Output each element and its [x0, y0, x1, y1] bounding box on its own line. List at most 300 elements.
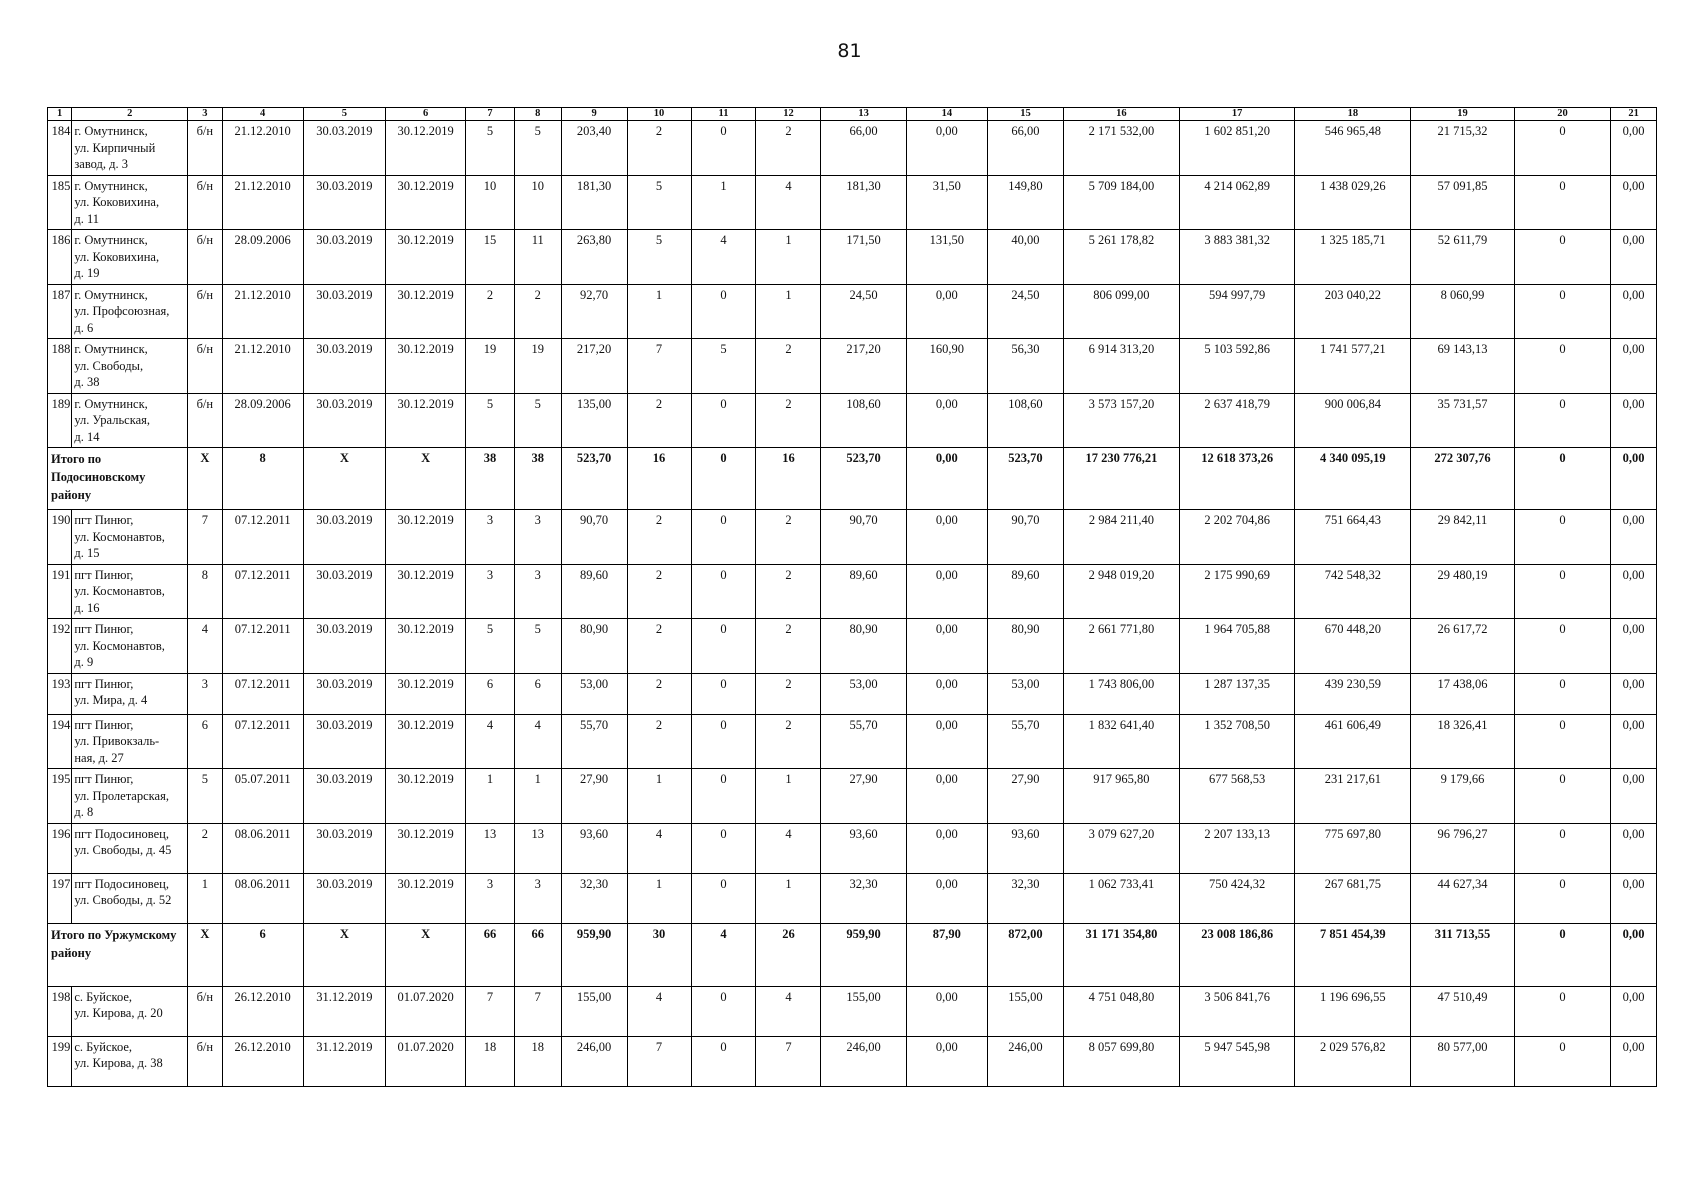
cell-c18: 1 196 696,55: [1295, 986, 1411, 1036]
cell-c10: 7: [627, 339, 691, 394]
column-number: 2: [72, 108, 188, 121]
address-line: пгт Подосиновец,: [74, 826, 169, 841]
total-c15: 872,00: [987, 923, 1063, 986]
cell-c9: 203,40: [561, 121, 627, 176]
cell-c3: 5: [188, 769, 223, 824]
column-number: 9: [561, 108, 627, 121]
cell-c14: 0,00: [906, 714, 987, 769]
cell-c12: 1: [756, 230, 821, 285]
cell-c9: 135,00: [561, 393, 627, 448]
cell-c6: 30.12.2019: [386, 230, 466, 285]
cell-c4: 05.07.2011: [222, 769, 303, 824]
table-row: [48, 873, 1657, 923]
cell-c6: 30.12.2019: [386, 619, 466, 674]
cell-c19: 29 480,19: [1411, 564, 1515, 619]
cell-c4: 07.12.2011: [222, 564, 303, 619]
cell-c11: 0: [691, 986, 756, 1036]
cell-c20: 0: [1514, 823, 1610, 873]
cell-c4: 21.12.2010: [222, 121, 303, 176]
cell-c11: 1: [691, 175, 756, 230]
cell-c4: 21.12.2010: [222, 339, 303, 394]
cell-c12: 2: [756, 673, 821, 714]
total-c8: 66: [514, 923, 561, 986]
cell-c7: 7: [466, 986, 515, 1036]
address-cell: [72, 1036, 188, 1086]
cell-c14: 0,00: [906, 393, 987, 448]
row-number: 197: [48, 873, 72, 923]
cell-c10: 4: [627, 823, 691, 873]
row-number: 189: [48, 393, 72, 448]
address-line: г. Омутнинск,: [74, 342, 148, 356]
cell-c16: 1 832 641,40: [1064, 714, 1180, 769]
cell-c10: 4: [627, 986, 691, 1036]
total-label-line: Итого по Уржумскому: [51, 927, 177, 942]
address-line: д. 11: [74, 211, 100, 226]
cell-c8: 7: [514, 986, 561, 1036]
column-number: 7: [466, 108, 515, 121]
cell-c7: 6: [466, 673, 515, 714]
district-total-row: [48, 448, 1657, 510]
cell-c4: 28.09.2006: [222, 393, 303, 448]
address-cell: [72, 714, 188, 769]
cell-c18: 742 548,32: [1295, 564, 1411, 619]
cell-c6: 01.07.2020: [386, 1036, 466, 1086]
total-c3: X: [188, 448, 223, 510]
cell-c21: 0,00: [1611, 284, 1657, 339]
total-label: [48, 923, 188, 986]
cell-c3: б/н: [188, 121, 223, 176]
total-label-line: Подосиновскому: [51, 470, 146, 484]
cell-c19: 35 731,57: [1411, 393, 1515, 448]
cell-c18: 461 606,49: [1295, 714, 1411, 769]
cell-c20: 0: [1514, 339, 1610, 394]
table-row: [48, 769, 1657, 824]
cell-c4: 21.12.2010: [222, 284, 303, 339]
cell-c13: 55,70: [821, 714, 906, 769]
cell-c19: 9 179,66: [1411, 769, 1515, 824]
row-number: 185: [48, 175, 72, 230]
address-line: д. 38: [74, 375, 100, 389]
address-line: д. 16: [74, 600, 100, 615]
cell-c14: 0,00: [906, 1036, 987, 1086]
table-row: [48, 619, 1657, 674]
cell-c21: 0,00: [1611, 510, 1657, 565]
cell-c14: 0,00: [906, 510, 987, 565]
address-line: ул. Привокзаль-: [74, 734, 160, 748]
cell-c11: 0: [691, 823, 756, 873]
total-c19: 311 713,55: [1411, 923, 1515, 986]
cell-c11: 0: [691, 714, 756, 769]
cell-c12: 2: [756, 714, 821, 769]
address-line: пгт Пинюг,: [74, 513, 134, 527]
address-cell: [72, 175, 188, 230]
address-cell: [72, 673, 188, 714]
address-cell: [72, 121, 188, 176]
cell-c17: 2 175 990,69: [1179, 564, 1295, 619]
cell-c10: 2: [627, 673, 691, 714]
address-line: ул. Космонавтов,: [74, 529, 165, 544]
cell-c5: 30.03.2019: [303, 284, 385, 339]
total-label: [48, 448, 188, 510]
cell-c8: 18: [514, 1036, 561, 1086]
row-number: 198: [48, 986, 72, 1036]
cell-c17: 2 202 704,86: [1179, 510, 1295, 565]
address-line: пгт Пинюг,: [74, 622, 134, 636]
cell-c5: 30.03.2019: [303, 339, 385, 394]
cell-c16: 6 914 313,20: [1064, 339, 1180, 394]
cell-c20: 0: [1514, 769, 1610, 824]
cell-c10: 5: [627, 175, 691, 230]
cell-c3: 1: [188, 873, 223, 923]
cell-c3: б/н: [188, 230, 223, 285]
column-number: 8: [514, 108, 561, 121]
address-line: пгт Подосиновец,: [74, 876, 169, 891]
cell-c8: 2: [514, 284, 561, 339]
total-c14: 0,00: [906, 448, 987, 510]
cell-c9: 263,80: [561, 230, 627, 285]
total-c12: 16: [756, 448, 821, 510]
cell-c7: 1: [466, 769, 515, 824]
cell-c13: 89,60: [821, 564, 906, 619]
cell-c12: 2: [756, 564, 821, 619]
total-c20: 0: [1514, 448, 1610, 510]
cell-c13: 90,70: [821, 510, 906, 565]
cell-c16: 8 057 699,80: [1064, 1036, 1180, 1086]
cell-c11: 0: [691, 619, 756, 674]
total-label-line: району: [51, 488, 92, 502]
cell-c7: 3: [466, 510, 515, 565]
cell-c19: 17 438,06: [1411, 673, 1515, 714]
column-number: 5: [303, 108, 385, 121]
cell-c21: 0,00: [1611, 230, 1657, 285]
cell-c13: 155,00: [821, 986, 906, 1036]
total-c4: 6: [222, 923, 303, 986]
total-c10: 16: [627, 448, 691, 510]
cell-c8: 19: [514, 339, 561, 394]
cell-c8: 5: [514, 393, 561, 448]
cell-c20: 0: [1514, 564, 1610, 619]
cell-c15: 80,90: [987, 619, 1063, 674]
cell-c15: 56,30: [987, 339, 1063, 394]
address-line: д. 14: [74, 429, 100, 444]
cell-c16: 1 062 733,41: [1064, 873, 1180, 923]
cell-c5: 30.03.2019: [303, 175, 385, 230]
cell-c18: 900 006,84: [1295, 393, 1411, 448]
cell-c8: 6: [514, 673, 561, 714]
total-c11: 0: [691, 448, 756, 510]
address-line: д. 19: [74, 266, 100, 280]
cell-c20: 0: [1514, 230, 1610, 285]
total-label-line: Итого по: [51, 452, 102, 466]
address-line: ул. Пролетарская,: [74, 788, 169, 803]
cell-c14: 160,90: [906, 339, 987, 394]
cell-c5: 30.03.2019: [303, 121, 385, 176]
cell-c17: 1 602 851,20: [1179, 121, 1295, 176]
row-number: 194: [48, 714, 72, 769]
total-c16: 31 171 354,80: [1064, 923, 1180, 986]
cell-c6: 30.12.2019: [386, 393, 466, 448]
cell-c19: 57 091,85: [1411, 175, 1515, 230]
cell-c10: 2: [627, 121, 691, 176]
total-c5: X: [303, 448, 385, 510]
total-c18: 4 340 095,19: [1295, 448, 1411, 510]
cell-c12: 4: [756, 986, 821, 1036]
cell-c6: 30.12.2019: [386, 339, 466, 394]
cell-c21: 0,00: [1611, 619, 1657, 674]
cell-c17: 1 352 708,50: [1179, 714, 1295, 769]
column-number: 4: [222, 108, 303, 121]
address-line: д. 15: [74, 546, 100, 560]
cell-c17: 677 568,53: [1179, 769, 1295, 824]
cell-c7: 5: [466, 121, 515, 176]
cell-c16: 3 079 627,20: [1064, 823, 1180, 873]
cell-c13: 32,30: [821, 873, 906, 923]
cell-c5: 31.12.2019: [303, 986, 385, 1036]
address-line: ул. Коковихина,: [74, 195, 160, 209]
cell-c7: 15: [466, 230, 515, 285]
column-number: 3: [188, 108, 223, 121]
cell-c14: 0,00: [906, 619, 987, 674]
cell-c17: 750 424,32: [1179, 873, 1295, 923]
cell-c12: 4: [756, 823, 821, 873]
cell-c9: 92,70: [561, 284, 627, 339]
cell-c21: 0,00: [1611, 986, 1657, 1036]
address-line: ул. Космонавтов,: [74, 638, 165, 653]
cell-c20: 0: [1514, 986, 1610, 1036]
cell-c15: 108,60: [987, 393, 1063, 448]
table-row: [48, 284, 1657, 339]
table-row: [48, 673, 1657, 714]
cell-c15: 40,00: [987, 230, 1063, 285]
cell-c6: 30.12.2019: [386, 121, 466, 176]
address-line: г. Омутнинск,: [74, 124, 148, 138]
cell-c17: 3 883 381,32: [1179, 230, 1295, 285]
cell-c18: 231 217,61: [1295, 769, 1411, 824]
cell-c9: 32,30: [561, 873, 627, 923]
cell-c21: 0,00: [1611, 873, 1657, 923]
address-line: ул. Свободы,: [74, 358, 144, 373]
total-c8: 38: [514, 448, 561, 510]
cell-c21: 0,00: [1611, 714, 1657, 769]
cell-c17: 4 214 062,89: [1179, 175, 1295, 230]
cell-c10: 2: [627, 510, 691, 565]
table-row: [48, 339, 1657, 394]
total-c20: 0: [1514, 923, 1610, 986]
cell-c17: 5 103 592,86: [1179, 339, 1295, 394]
total-c21: 0,00: [1611, 923, 1657, 986]
cell-c11: 0: [691, 284, 756, 339]
cell-c21: 0,00: [1611, 769, 1657, 824]
address-cell: [72, 510, 188, 565]
cell-c10: 1: [627, 873, 691, 923]
cell-c7: 4: [466, 714, 515, 769]
cell-c17: 594 997,79: [1179, 284, 1295, 339]
cell-c3: 4: [188, 619, 223, 674]
cell-c9: 80,90: [561, 619, 627, 674]
row-number: 186: [48, 230, 72, 285]
total-label-line: району: [51, 945, 92, 960]
cell-c4: 07.12.2011: [222, 619, 303, 674]
total-c18: 7 851 454,39: [1295, 923, 1411, 986]
cell-c6: 30.12.2019: [386, 769, 466, 824]
cell-c8: 3: [514, 873, 561, 923]
cell-c15: 246,00: [987, 1036, 1063, 1086]
address-cell: [72, 230, 188, 285]
cell-c9: 89,60: [561, 564, 627, 619]
cell-c6: 30.12.2019: [386, 714, 466, 769]
address-line: д. 8: [74, 805, 94, 819]
address-cell: [72, 769, 188, 824]
cell-c16: 3 573 157,20: [1064, 393, 1180, 448]
housing-register-table: [47, 107, 1657, 1087]
address-line: г. Омутнинск,: [74, 233, 148, 247]
cell-c19: 29 842,11: [1411, 510, 1515, 565]
cell-c21: 0,00: [1611, 673, 1657, 714]
cell-c9: 53,00: [561, 673, 627, 714]
cell-c11: 0: [691, 1036, 756, 1086]
cell-c14: 0,00: [906, 673, 987, 714]
total-c17: 23 008 186,86: [1179, 923, 1295, 986]
table-row: [48, 823, 1657, 873]
cell-c16: 1 743 806,00: [1064, 673, 1180, 714]
cell-c16: 2 171 532,00: [1064, 121, 1180, 176]
cell-c12: 1: [756, 284, 821, 339]
cell-c13: 27,90: [821, 769, 906, 824]
cell-c7: 18: [466, 1036, 515, 1086]
cell-c12: 4: [756, 175, 821, 230]
cell-c8: 5: [514, 121, 561, 176]
cell-c15: 66,00: [987, 121, 1063, 176]
total-c10: 30: [627, 923, 691, 986]
address-line: ул. Коковихина,: [74, 249, 160, 264]
cell-c12: 1: [756, 873, 821, 923]
cell-c9: 181,30: [561, 175, 627, 230]
cell-c11: 4: [691, 230, 756, 285]
total-c11: 4: [691, 923, 756, 986]
cell-c5: 30.03.2019: [303, 619, 385, 674]
address-line: д. 9: [74, 655, 94, 669]
cell-c10: 2: [627, 714, 691, 769]
table-row: [48, 564, 1657, 619]
cell-c18: 1 325 185,71: [1295, 230, 1411, 285]
cell-c9: 90,70: [561, 510, 627, 565]
cell-c3: 6: [188, 714, 223, 769]
cell-c11: 0: [691, 510, 756, 565]
cell-c5: 30.03.2019: [303, 714, 385, 769]
cell-c14: 131,50: [906, 230, 987, 285]
cell-c10: 2: [627, 564, 691, 619]
cell-c20: 0: [1514, 714, 1610, 769]
address-line: с. Буйское,: [74, 989, 133, 1004]
cell-c12: 1: [756, 769, 821, 824]
cell-c14: 0,00: [906, 823, 987, 873]
cell-c7: 5: [466, 619, 515, 674]
cell-c4: 26.12.2010: [222, 1036, 303, 1086]
total-c21: 0,00: [1611, 448, 1657, 510]
cell-c3: б/н: [188, 1036, 223, 1086]
total-c5: X: [303, 923, 385, 986]
address-line: ул. Космонавтов,: [74, 584, 165, 598]
column-number: 6: [386, 108, 466, 121]
column-number: 16: [1064, 108, 1180, 121]
table-row: [48, 121, 1657, 176]
cell-c21: 0,00: [1611, 339, 1657, 394]
cell-c16: 2 661 771,80: [1064, 619, 1180, 674]
total-c13: 959,90: [821, 923, 906, 986]
cell-c12: 2: [756, 393, 821, 448]
cell-c7: 3: [466, 564, 515, 619]
cell-c16: 806 099,00: [1064, 284, 1180, 339]
cell-c13: 24,50: [821, 284, 906, 339]
row-number: 190: [48, 510, 72, 565]
cell-c12: 2: [756, 619, 821, 674]
cell-c20: 0: [1514, 510, 1610, 565]
cell-c9: 55,70: [561, 714, 627, 769]
cell-c10: 1: [627, 769, 691, 824]
column-number-row: [48, 108, 1657, 121]
row-number: 192: [48, 619, 72, 674]
cell-c13: 80,90: [821, 619, 906, 674]
cell-c18: 670 448,20: [1295, 619, 1411, 674]
cell-c21: 0,00: [1611, 823, 1657, 873]
row-number: 187: [48, 284, 72, 339]
cell-c15: 149,80: [987, 175, 1063, 230]
cell-c19: 26 617,72: [1411, 619, 1515, 674]
column-number: 19: [1411, 108, 1515, 121]
cell-c3: б/н: [188, 175, 223, 230]
cell-c18: 439 230,59: [1295, 673, 1411, 714]
cell-c18: 775 697,80: [1295, 823, 1411, 873]
row-number: 199: [48, 1036, 72, 1086]
cell-c11: 0: [691, 564, 756, 619]
address-cell: [72, 823, 188, 873]
cell-c3: 3: [188, 673, 223, 714]
column-number: 15: [987, 108, 1063, 121]
cell-c4: 26.12.2010: [222, 986, 303, 1036]
cell-c19: 69 143,13: [1411, 339, 1515, 394]
cell-c17: 2 637 418,79: [1179, 393, 1295, 448]
cell-c13: 93,60: [821, 823, 906, 873]
cell-c12: 2: [756, 339, 821, 394]
cell-c8: 4: [514, 714, 561, 769]
cell-c8: 10: [514, 175, 561, 230]
cell-c6: 30.12.2019: [386, 673, 466, 714]
row-number: 193: [48, 673, 72, 714]
total-c14: 87,90: [906, 923, 987, 986]
cell-c5: 30.03.2019: [303, 673, 385, 714]
cell-c10: 2: [627, 393, 691, 448]
cell-c19: 8 060,99: [1411, 284, 1515, 339]
cell-c10: 1: [627, 284, 691, 339]
cell-c4: 21.12.2010: [222, 175, 303, 230]
cell-c20: 0: [1514, 121, 1610, 176]
cell-c18: 751 664,43: [1295, 510, 1411, 565]
address-line: ная, д. 27: [74, 750, 124, 765]
total-c6: X: [386, 448, 466, 510]
cell-c14: 0,00: [906, 564, 987, 619]
cell-c6: 30.12.2019: [386, 284, 466, 339]
cell-c19: 18 326,41: [1411, 714, 1515, 769]
cell-c12: 7: [756, 1036, 821, 1086]
cell-c9: 155,00: [561, 986, 627, 1036]
cell-c6: 30.12.2019: [386, 564, 466, 619]
cell-c4: 28.09.2006: [222, 230, 303, 285]
cell-c3: б/н: [188, 393, 223, 448]
cell-c19: 80 577,00: [1411, 1036, 1515, 1086]
cell-c5: 30.03.2019: [303, 510, 385, 565]
total-c9: 523,70: [561, 448, 627, 510]
cell-c15: 27,90: [987, 769, 1063, 824]
